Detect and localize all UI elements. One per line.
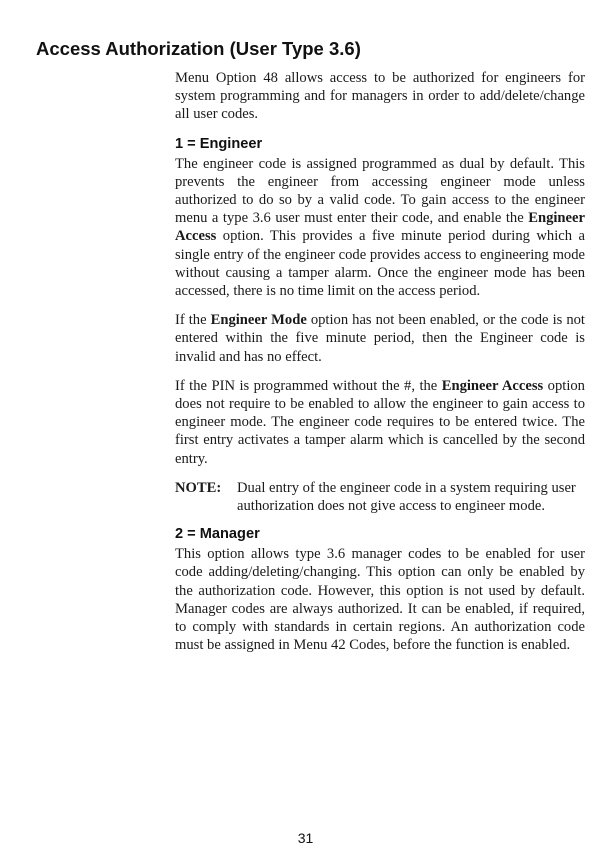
engineer-mode-term: Engineer Mode — [210, 312, 307, 329]
note-label: NOTE: — [175, 479, 222, 496]
manager-paragraph: This option allows type 3.6 manager codes to be enabled for user code adding/deleting/changing. This option can only be enabled by the authorization code. However, this option is not used by default. Manager codes are always authorized. It can be enabled, if required, to comply with standards in certain regions. An authorization code must be assigned in Menu 42 Codes, before the function is enabled. — [175, 546, 585, 654]
engineer-paragraph-2 — [175, 311, 585, 366]
intro-paragraph: Menu Option 48 allows access to be authorized for engineers for system programming and for managers in order to add/delete/change all user codes. — [175, 70, 585, 123]
engineer-paragraph-1 — [175, 155, 585, 301]
engineer-access-term-2: Engineer Access — [441, 377, 544, 394]
note-text: Dual entry of the engineer code in a system requiring user authorization does not give access to engineer mode. — [237, 479, 576, 515]
engineer-p3-text-b: option does not require to be enabled to allow the engineer to gain access to engineer mode. The engineer code requires to be entered twice. The first entry activates a tamper alarm which is cancelled by the second entry. — [175, 377, 585, 467]
manager-heading: 2 = Manager — [175, 526, 260, 543]
engineer-p1-text-a: The engineer code is assigned programmed as dual by default. This prevents the engineer from accessing engineer mode unless authorized to do so by a valid code. To gain access to the engineer menu a type 3.6 user must enter their code, and enable the — [175, 155, 585, 227]
engineer-p2-text-b: option has not been enabled, or the code is not entered within the five minute period, then the Engineer code is invalid and has no effect. — [175, 312, 585, 365]
engineer-paragraph-3 — [175, 377, 585, 468]
page-title: Access Authorization (User Type 3.6) — [36, 38, 361, 59]
engineer-heading: 1 = Engineer — [175, 135, 263, 152]
engineer-access-term: Engineer Access — [175, 210, 585, 245]
page-number: 31 — [297, 830, 314, 846]
engineer-p1-text-b: option. This provides a five minute period during which a single entry of the engineer code provides access to engineering mode without causing a tamper alarm. Once the engineer mode has been accessed, there is no time limit on the access period. — [175, 228, 585, 300]
engineer-p2-text-a: If the — [175, 312, 211, 329]
note-block — [175, 479, 585, 515]
main-content — [175, 69, 585, 665]
engineer-p3-text-a: If the PIN is programmed without the #, the — [175, 377, 442, 394]
